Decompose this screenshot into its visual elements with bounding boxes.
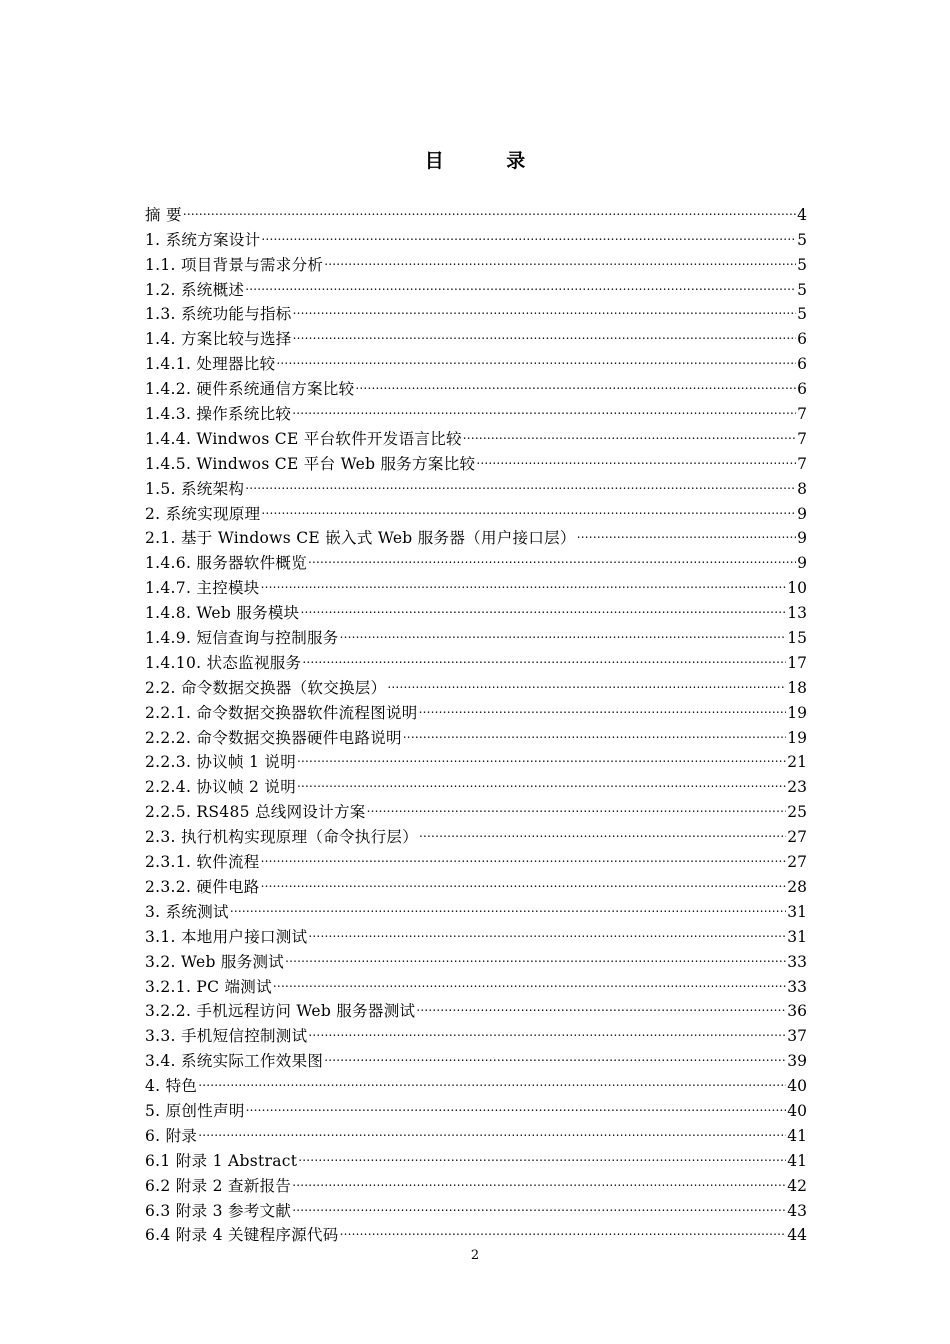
toc-entry-page: 17 — [787, 653, 807, 672]
toc-entry-label: 2.2.3. 协议帧 1 说明 — [145, 753, 297, 772]
toc-entry-label: 3.1. 本地用户接口测试 — [145, 927, 308, 946]
toc-dot-leader — [403, 718, 786, 743]
toc-entry[interactable] — [145, 1141, 807, 1170]
toc-entry-label: 1.4.8. Web 服务模块 — [145, 604, 300, 623]
toc-entry-page: 39 — [787, 1052, 807, 1071]
toc-entry-page: 42 — [787, 1176, 807, 1195]
toc-entry-page: 21 — [787, 753, 807, 772]
toc-entry-page: 5 — [797, 280, 807, 299]
toc-entry-page: 44 — [787, 1226, 807, 1245]
toc-dot-leader — [416, 992, 786, 1017]
toc-entry-page: 37 — [787, 1027, 807, 1046]
toc-dot-leader — [300, 593, 786, 618]
toc-dot-leader — [367, 792, 787, 817]
toc-dot-leader — [419, 693, 787, 718]
toc-dot-leader — [245, 270, 796, 295]
toc-entry-page: 18 — [787, 678, 807, 697]
toc-entry-page: 33 — [787, 977, 807, 996]
toc-entry-page: 40 — [787, 1077, 807, 1096]
toc-entry-label: 4. 特色 — [145, 1077, 198, 1096]
toc-entry-label: 2.2.4. 协议帧 2 说明 — [145, 778, 297, 797]
toc-entry-label: 5. 原创性声明 — [145, 1101, 245, 1120]
toc-dot-leader — [308, 543, 796, 568]
toc-entry-label: 2.2.1. 命令数据交换器软件流程图说明 — [145, 703, 418, 722]
toc-dot-leader — [308, 917, 786, 942]
toc-entry-label: 1.4.10. 状态监视服务 — [145, 653, 302, 672]
toc-entry-label: 1.4. 方案比较与选择 — [145, 330, 292, 349]
table-of-contents — [145, 195, 807, 1245]
toc-entry-label: 3.2.1. PC 端测试 — [145, 977, 272, 996]
toc-dot-leader — [273, 967, 786, 992]
toc-entry-label: 1.3. 系统功能与指标 — [145, 305, 292, 324]
toc-entry-label: 3.3. 手机短信控制测试 — [145, 1027, 308, 1046]
toc-entry[interactable] — [145, 1066, 807, 1096]
toc-dot-leader — [292, 394, 796, 419]
toc-dot-leader — [261, 568, 787, 593]
toc-entry-label: 3.2. Web 服务测试 — [145, 952, 285, 971]
toc-dot-leader — [292, 1166, 786, 1191]
toc-entry-label: 2.2.5. RS485 总线网设计方案 — [145, 803, 366, 822]
toc-entry-page: 4 — [797, 205, 807, 224]
toc-entry-page: 15 — [787, 629, 807, 648]
toc-entry-page: 43 — [787, 1201, 807, 1220]
toc-dot-leader — [292, 1191, 786, 1216]
toc-dot-leader — [419, 817, 786, 842]
toc-entry-label: 1.4.7. 主控模块 — [145, 579, 260, 598]
toc-dot-leader — [276, 344, 796, 369]
toc-dot-leader — [298, 1141, 786, 1166]
toc-entry-page: 19 — [787, 703, 807, 722]
toc-entry-page: 19 — [787, 728, 807, 747]
toc-entry-page: 7 — [797, 405, 807, 424]
toc-entry-page: 7 — [797, 429, 807, 448]
toc-entry-label: 1.5. 系统架构 — [145, 479, 245, 498]
toc-entry[interactable] — [145, 1116, 807, 1145]
toc-entry-label: 2.3.2. 硬件电路 — [145, 877, 260, 896]
toc-dot-leader — [340, 618, 787, 643]
toc-dot-leader — [355, 369, 796, 394]
toc-dot-leader — [476, 444, 796, 469]
toc-entry-page: 25 — [787, 803, 807, 822]
toc-entry-page: 9 — [797, 529, 807, 548]
toc-entry-label: 1.4.6. 服务器软件概览 — [145, 554, 307, 573]
toc-dot-leader — [261, 220, 796, 245]
toc-entry-page: 8 — [797, 479, 807, 498]
toc-entry-label: 2. 系统实现原理 — [145, 504, 261, 523]
toc-entry-label: 1.4.3. 操作系统比较 — [145, 405, 292, 424]
toc-entry-page: 27 — [787, 853, 807, 872]
toc-entry-page: 6 — [797, 330, 807, 349]
toc-entry-page: 27 — [787, 828, 807, 847]
toc-entry-page: 41 — [787, 1126, 807, 1145]
toc-dot-leader — [183, 195, 796, 220]
toc-dot-leader — [577, 519, 796, 544]
toc-dot-leader — [245, 469, 796, 494]
toc-dot-leader — [308, 1016, 786, 1041]
toc-entry-label: 摘 要 — [145, 205, 182, 224]
toc-entry[interactable] — [145, 270, 807, 299]
toc-entry-label: 6.1 附录 1 Abstract — [145, 1151, 298, 1170]
toc-entry-page: 6 — [797, 355, 807, 374]
toc-entry-label: 3.4. 系统实际工作效果图 — [145, 1052, 324, 1071]
toc-entry-page: 36 — [787, 1002, 807, 1021]
toc-entry-label: 6.3 附录 3 参考文献 — [145, 1201, 292, 1220]
toc-entry-page: 28 — [787, 877, 807, 896]
page-number: 2 — [470, 1248, 480, 1263]
toc-entry[interactable] — [145, 494, 807, 523]
toc-entry-page: 31 — [787, 902, 807, 921]
toc-dot-leader — [463, 419, 796, 444]
toc-entry-page: 23 — [787, 778, 807, 797]
toc-entry-label: 2.1. 基于 Windows CE 嵌入式 Web 服务器（用户接口层） — [145, 529, 576, 548]
toc-dot-leader — [261, 867, 787, 892]
toc-entry-page: 13 — [787, 604, 807, 623]
toc-entry[interactable] — [145, 917, 807, 946]
toc-entry-page: 9 — [797, 504, 807, 523]
page-title: 目 录 — [424, 150, 554, 172]
toc-entry-label: 1.4.5. Windwos CE 平台 Web 服务方案比较 — [145, 454, 476, 473]
toc-dot-leader — [285, 942, 786, 967]
toc-entry[interactable] — [145, 469, 807, 498]
toc-dot-leader — [293, 295, 797, 320]
toc-entry-page: 41 — [787, 1151, 807, 1170]
toc-entry[interactable] — [145, 1091, 807, 1120]
toc-dot-leader — [297, 767, 786, 792]
toc-entry-label: 2.3. 执行机构实现原理（命令执行层） — [145, 828, 419, 847]
toc-dot-leader — [297, 743, 786, 768]
toc-dot-leader — [261, 842, 787, 867]
toc-entry-page: 31 — [787, 927, 807, 946]
toc-entry-label: 3.2.2. 手机远程访问 Web 服务器测试 — [145, 1002, 416, 1021]
toc-entry-label: 1.1. 项目背景与需求分析 — [145, 255, 324, 274]
toc-entry-page: 5 — [797, 255, 807, 274]
toc-entry-label: 1.4.2. 硬件系统通信方案比较 — [145, 380, 355, 399]
toc-dot-leader — [198, 1066, 786, 1091]
toc-entry-label: 1.4.4. Windwos CE 平台软件开发语言比较 — [145, 429, 462, 448]
toc-entry-page: 10 — [787, 579, 807, 598]
toc-entry-page: 33 — [787, 952, 807, 971]
toc-entry-page: 9 — [797, 554, 807, 573]
toc-entry[interactable] — [145, 892, 807, 921]
toc-entry-page: 7 — [797, 454, 807, 473]
toc-entry[interactable] — [145, 195, 807, 224]
toc-entry[interactable] — [145, 295, 807, 324]
toc-entry-label: 6.4 附录 4 关键程序源代码 — [145, 1226, 339, 1245]
toc-entry-page: 40 — [787, 1101, 807, 1120]
toc-entry-label: 3. 系统测试 — [145, 902, 229, 921]
toc-entry-label: 1. 系统方案设计 — [145, 230, 261, 249]
toc-entry-label: 2.3.1. 软件流程 — [145, 853, 260, 872]
toc-dot-leader — [246, 1091, 787, 1116]
toc-entry-label: 1.4.1. 处理器比较 — [145, 355, 276, 374]
toc-entry-label: 6.2 附录 2 查新报告 — [145, 1176, 292, 1195]
toc-entry-label: 1.2. 系统概述 — [145, 280, 245, 299]
toc-entry-page: 5 — [797, 305, 807, 324]
toc-dot-leader — [230, 892, 786, 917]
toc-dot-leader — [302, 643, 786, 668]
toc-entry-label: 1.4.9. 短信查询与控制服务 — [145, 629, 339, 648]
toc-dot-leader — [324, 245, 796, 270]
toc-entry-page: 5 — [797, 230, 807, 249]
toc-dot-leader — [340, 1216, 787, 1241]
toc-entry-label: 2.2.2. 命令数据交换器硬件电路说明 — [145, 728, 402, 747]
toc-dot-leader — [324, 1041, 786, 1066]
toc-entry[interactable] — [145, 220, 807, 249]
toc-entry-page: 6 — [797, 380, 807, 399]
toc-dot-leader — [261, 494, 796, 519]
toc-dot-leader — [293, 319, 797, 344]
toc-entry-label: 6. 附录 — [145, 1126, 198, 1145]
toc-entry-label: 2.2. 命令数据交换器（软交换层） — [145, 678, 387, 697]
toc-dot-leader — [198, 1116, 786, 1141]
toc-dot-leader — [387, 668, 786, 693]
